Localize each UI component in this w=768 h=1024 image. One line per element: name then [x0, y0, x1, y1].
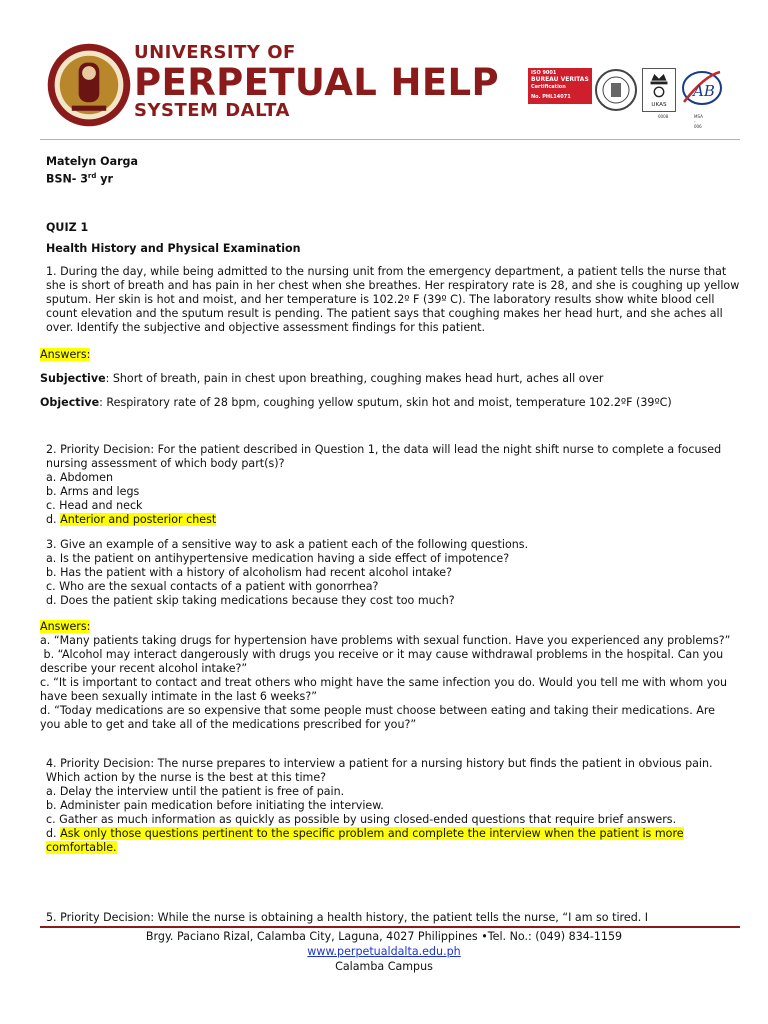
question-5-partial: 5. Priority Decision: While the nurse is obtaining a health history, the patient tells the nurse, “I am so tired. I	[46, 911, 649, 924]
question-3	[40, 538, 742, 608]
question-2-text: Priority Decision: For the patient described in Question 1, the data will lead the night shift nurse to complete a focused nursing assessment of which body part(s)?	[46, 443, 722, 470]
student-course: BSN- 3rd yr	[46, 172, 113, 186]
footer-address: Brgy. Paciano Rizal, Calamba City, Laguna, 4027 Philippines •Tel. No.: (049) 834-1159	[145, 930, 623, 943]
question-3-option-a: a. Is the patient on antihypertensive medication having a side effect of impotence?	[46, 552, 510, 565]
question-2-option-a: a. Abdomen	[46, 471, 113, 484]
question-4-text: Priority Decision: The nurse prepares to interview a patient for a nursing history but finds the patient in obvious pain. Which action by the nurse is the best at this time?	[46, 757, 713, 784]
question-3-answers	[40, 620, 736, 732]
footer	[0, 929, 768, 974]
bureau-veritas-seal-icon	[594, 68, 638, 112]
ukas-badge	[642, 68, 676, 112]
bureau-veritas-badge: ISO 9001 BUREAU VERITAS Certification No. PHL14071	[528, 68, 592, 104]
question-3-answer-d: d. “Today medications are so expensive that some people must choose between eating and taking their medications. Are you able to get and take all of the medications prescribed for you?”	[40, 704, 715, 731]
svg-text:AB: AB	[693, 82, 715, 100]
question-2-number: 2.	[46, 443, 57, 456]
ukas-number: 0008	[658, 114, 669, 119]
pab-number: MSA - 006	[694, 114, 703, 129]
objective-text: : Respiratory rate of 28 bpm, coughing yellow sputum, skin hot and moist, temperature 102.2ºF (39ºC)	[99, 396, 672, 409]
subjective-text: : Short of breath, pain in chest upon breathing, coughing makes head hurt, aches all over	[105, 372, 604, 385]
question-2-option-c: c. Head and neck	[46, 499, 143, 512]
subjective-label: Subjective	[40, 372, 106, 385]
student-name: Matelyn Oarga	[46, 155, 138, 168]
university-name-line3: SYSTEM DALTA	[134, 100, 290, 121]
question-1	[40, 265, 742, 335]
question-2	[40, 443, 742, 527]
question-4-number: 4.	[46, 757, 57, 770]
question-2-option-d: d. Anterior and posterior chest	[46, 513, 217, 526]
university-name-line1: UNIVERSITY OF	[134, 42, 296, 63]
quiz-title: QUIZ 1	[46, 221, 89, 234]
crown-icon	[643, 69, 675, 111]
question-3-answer-a: a. “Many patients taking drugs for hypertension have problems with sexual function. Have you experienced any problems?”	[40, 634, 731, 647]
question-1-number: 1.	[46, 265, 57, 278]
question-3-answers-label: Answers:	[40, 620, 91, 633]
question-1-objective	[40, 396, 736, 410]
quiz-subtitle: Health History and Physical Examination	[46, 242, 301, 255]
student-info	[46, 155, 742, 187]
question-3-text: Give an example of a sensitive way to ask a patient each of the following questions.	[60, 538, 529, 551]
svg-text:UKAS: UKAS	[651, 102, 667, 108]
question-3-answer-c: c. “It is important to contact and treat others who might have the same infection you do. Would you tell me with whom you have been sexually intimate in the last 6 weeks?”	[40, 676, 728, 703]
university-seal-logo	[46, 42, 132, 128]
question-3-number: 3.	[46, 538, 57, 551]
question-3-option-b: b. Has the patient with a history of alcoholism had recent alcohol intake?	[46, 566, 452, 579]
question-4	[40, 757, 742, 855]
question-3-option-d: d. Does the patient skip taking medications because they cost too much?	[46, 594, 455, 607]
pab-accreditation-logo	[680, 66, 724, 110]
question-1-text: During the day, while being admitted to the nursing unit from the emergency department, a patient tells the nurse that she is short of breath and has pain in her chest when she breathes. Her respiratory rate is 28, and she is coughing up yellow sputum. Her skin is hot and moist, and her temperature is 102.2º F (39º C). The laboratory results show white blood cell count elevation and the sputum result is pending. The patient says that coughing makes her head hurt, and she aches all over. Identify the subjective and objective assessment findings for this patient.	[46, 265, 740, 334]
footer-campus: Calamba Campus	[335, 960, 433, 973]
question-1-answers-label: Answers:	[40, 348, 91, 361]
university-name-line2: PERPETUAL HELP	[134, 61, 500, 104]
question-1-subjective	[40, 372, 736, 386]
question-2-answer: Anterior and posterior chest	[60, 513, 217, 526]
question-2-option-b: b. Arms and legs	[46, 485, 140, 498]
footer-website-link[interactable]: www.perpetualdalta.edu.ph	[307, 945, 461, 958]
question-3-option-c: c. Who are the sexual contacts of a patient with gonorrhea?	[46, 580, 379, 593]
question-4-option-d: d. Ask only those questions pertinent to the specific problem and complete the interview when the patient is more comfortable.	[46, 827, 684, 854]
question-4-option-a: a. Delay the interview until the patient is free of pain.	[46, 785, 345, 798]
question-4-option-c: c. Gather as much information as quickly as possible by using closed-ended questions that require brief answers.	[46, 813, 677, 826]
letterhead	[40, 40, 740, 134]
question-3-answer-b: b. “Alcohol may interact dangerously with drugs you receive or it may cause withdrawal problems in the hospital. Can you describe your recent alcohol intake?”	[40, 648, 727, 675]
question-4-answer: Ask only those questions pertinent to the specific problem and complete the interview when the patient is more comfortable.	[46, 827, 684, 854]
header-divider	[40, 139, 740, 140]
university-name	[134, 44, 499, 120]
footer-divider	[40, 926, 740, 928]
question-4-option-b: b. Administer pain medication before initiating the interview.	[46, 799, 384, 812]
objective-label: Objective	[40, 396, 100, 409]
